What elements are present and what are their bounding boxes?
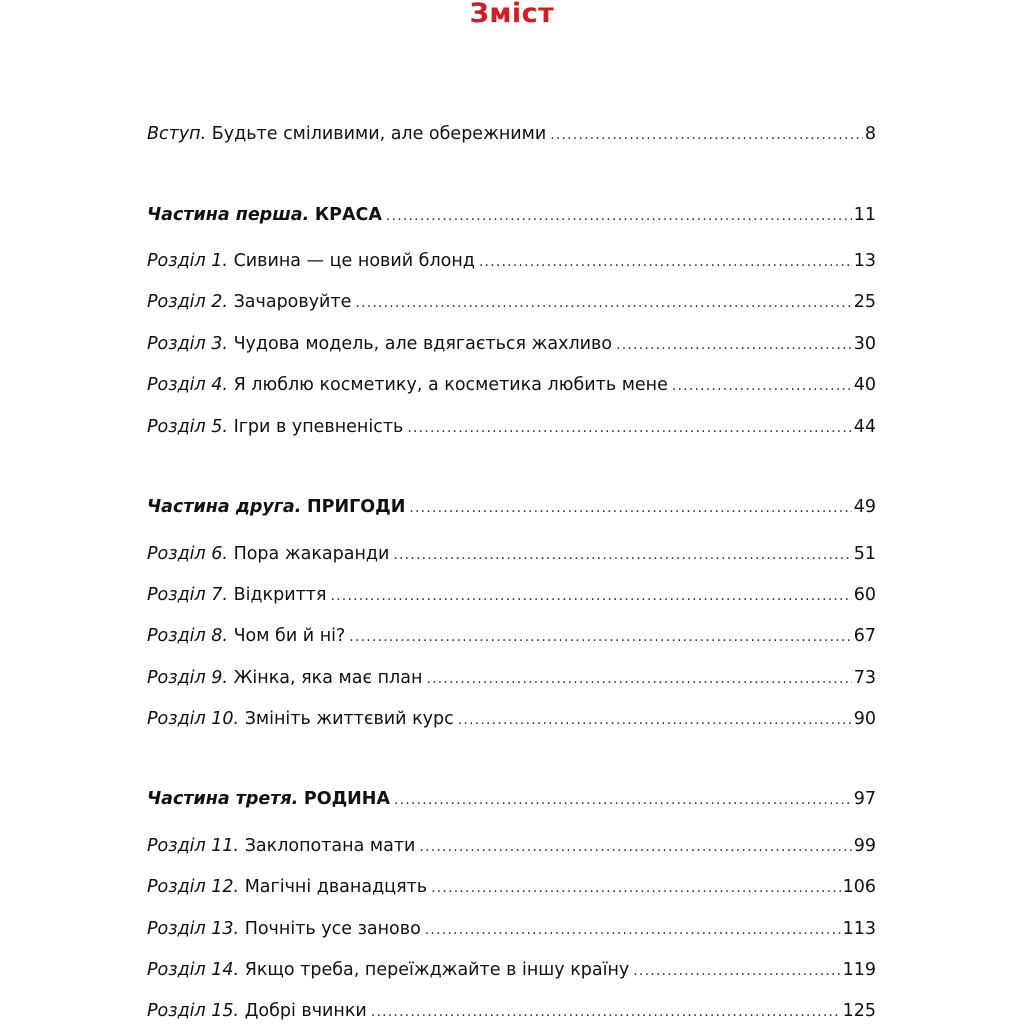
- chapter-label: Розділ 8.: [147, 626, 228, 646]
- chapter-label: Розділ 1.: [147, 251, 228, 271]
- toc-chapter-12: [147, 875, 876, 899]
- toc-chapter-7: [147, 583, 876, 607]
- chapter-label: Розділ 12.: [147, 877, 240, 897]
- chapter-title: Пора жакаранди: [233, 544, 390, 564]
- page-number: 49: [853, 497, 876, 517]
- dot-leader: [331, 584, 852, 608]
- toc-chapter-6: [147, 542, 876, 566]
- toc-chapter-4: [147, 373, 876, 397]
- chapter-title: Заклопотана мати: [244, 836, 416, 856]
- page-number: 90: [853, 709, 876, 729]
- chapter-title: Чудова модель, але вдягається жахливо: [233, 334, 613, 354]
- part-label: Частина друга.: [147, 497, 302, 517]
- toc-chapter-5: [147, 415, 876, 439]
- chapter-title: Зачаровуйте: [233, 292, 352, 312]
- chapter-label: Розділ 15.: [147, 1001, 240, 1021]
- page-number: 97: [853, 789, 876, 809]
- chapter-title: Чом би й ні?: [233, 626, 346, 646]
- page-number: 60: [853, 585, 876, 605]
- dot-leader: [371, 1000, 841, 1024]
- toc-chapter-9: [147, 666, 876, 690]
- chapter-label: Розділ 7.: [147, 585, 228, 605]
- dot-leader: [419, 835, 851, 859]
- dot-leader: [616, 333, 852, 357]
- dot-leader: [479, 250, 852, 274]
- chapter-title: Сивина — це новий блонд: [233, 251, 475, 271]
- entry-title: Будьте сміливими, але обережними: [211, 124, 547, 144]
- toc-chapter-10: [147, 707, 876, 731]
- chapter-title: Добрі вчинки: [244, 1001, 367, 1021]
- entry-label: Вступ.: [147, 124, 207, 144]
- chapter-title: Змініть життєвий курс: [244, 709, 454, 729]
- chapter-title: Я люблю косметику, а косметика любить мене: [233, 375, 668, 395]
- part-title: КРАСА: [314, 205, 382, 225]
- page-number: 30: [853, 334, 876, 354]
- page-number: 44: [853, 417, 876, 437]
- dot-leader: [431, 876, 840, 900]
- chapter-label: Розділ 14.: [147, 960, 240, 980]
- chapter-label: Розділ 4.: [147, 375, 228, 395]
- dot-leader: [672, 374, 852, 398]
- part-title: РОДИНА: [303, 789, 390, 809]
- toc-chapter-8: [147, 624, 876, 648]
- dot-leader: [409, 496, 851, 520]
- part-label: Частина перша.: [147, 205, 310, 225]
- toc-part-3: [147, 787, 876, 811]
- chapter-title: Якщо треба, переїжджайте в іншу країну: [244, 960, 630, 980]
- toc-chapter-3: [147, 332, 876, 356]
- chapter-title: Жінка, яка має план: [233, 668, 423, 688]
- chapter-label: Розділ 6.: [147, 544, 228, 564]
- toc-chapter-11: [147, 834, 876, 858]
- chapter-label: Розділ 11.: [147, 836, 240, 856]
- toc-part-2: [147, 495, 876, 519]
- chapter-title: Почніть усе заново: [244, 919, 421, 939]
- part-label: Частина третя.: [147, 789, 299, 809]
- dot-leader: [426, 667, 851, 691]
- dot-leader: [425, 918, 841, 942]
- chapter-title: Магічні дванадцять: [244, 877, 428, 897]
- toc-part-1: [147, 203, 876, 227]
- page-number: 25: [853, 292, 876, 312]
- toc-chapter-2: [147, 290, 876, 314]
- page-number: 51: [853, 544, 876, 564]
- toc-chapter-14: [147, 958, 876, 982]
- chapter-title: Відкриття: [233, 585, 327, 605]
- toc-entry-intro: [147, 122, 876, 146]
- page-number: 113: [842, 919, 876, 939]
- page-number: 8: [864, 124, 876, 144]
- page-number: 106: [842, 877, 876, 897]
- chapter-label: Розділ 5.: [147, 417, 228, 437]
- toc-chapter-13: [147, 917, 876, 941]
- toc-chapter-1: [147, 249, 876, 273]
- chapter-label: Розділ 10.: [147, 709, 240, 729]
- dot-leader: [407, 416, 851, 440]
- page-number: 40: [853, 375, 876, 395]
- chapter-label: Розділ 2.: [147, 292, 228, 312]
- page-number: 11: [853, 205, 876, 225]
- dot-leader: [458, 708, 852, 732]
- chapter-label: Розділ 13.: [147, 919, 240, 939]
- part-title: ПРИГОДИ: [306, 497, 406, 517]
- page-number: 13: [853, 251, 876, 271]
- page-number: 67: [853, 626, 876, 646]
- chapter-title: Ігри в упевненість: [233, 417, 404, 437]
- dot-leader: [633, 959, 840, 983]
- page-number: 119: [842, 960, 876, 980]
- toc-chapter-15: [147, 999, 876, 1023]
- page-number: 125: [842, 1001, 876, 1021]
- dot-leader: [393, 543, 851, 567]
- page-number: 99: [853, 836, 876, 856]
- chapter-label: Розділ 9.: [147, 668, 228, 688]
- page-number: 73: [853, 668, 876, 688]
- dot-leader: [394, 788, 852, 812]
- dot-leader: [386, 204, 852, 228]
- dot-leader: [550, 123, 863, 147]
- page-title: Зміст: [469, 0, 555, 29]
- chapter-label: Розділ 3.: [147, 334, 228, 354]
- dot-leader: [349, 625, 851, 649]
- dot-leader: [355, 291, 851, 315]
